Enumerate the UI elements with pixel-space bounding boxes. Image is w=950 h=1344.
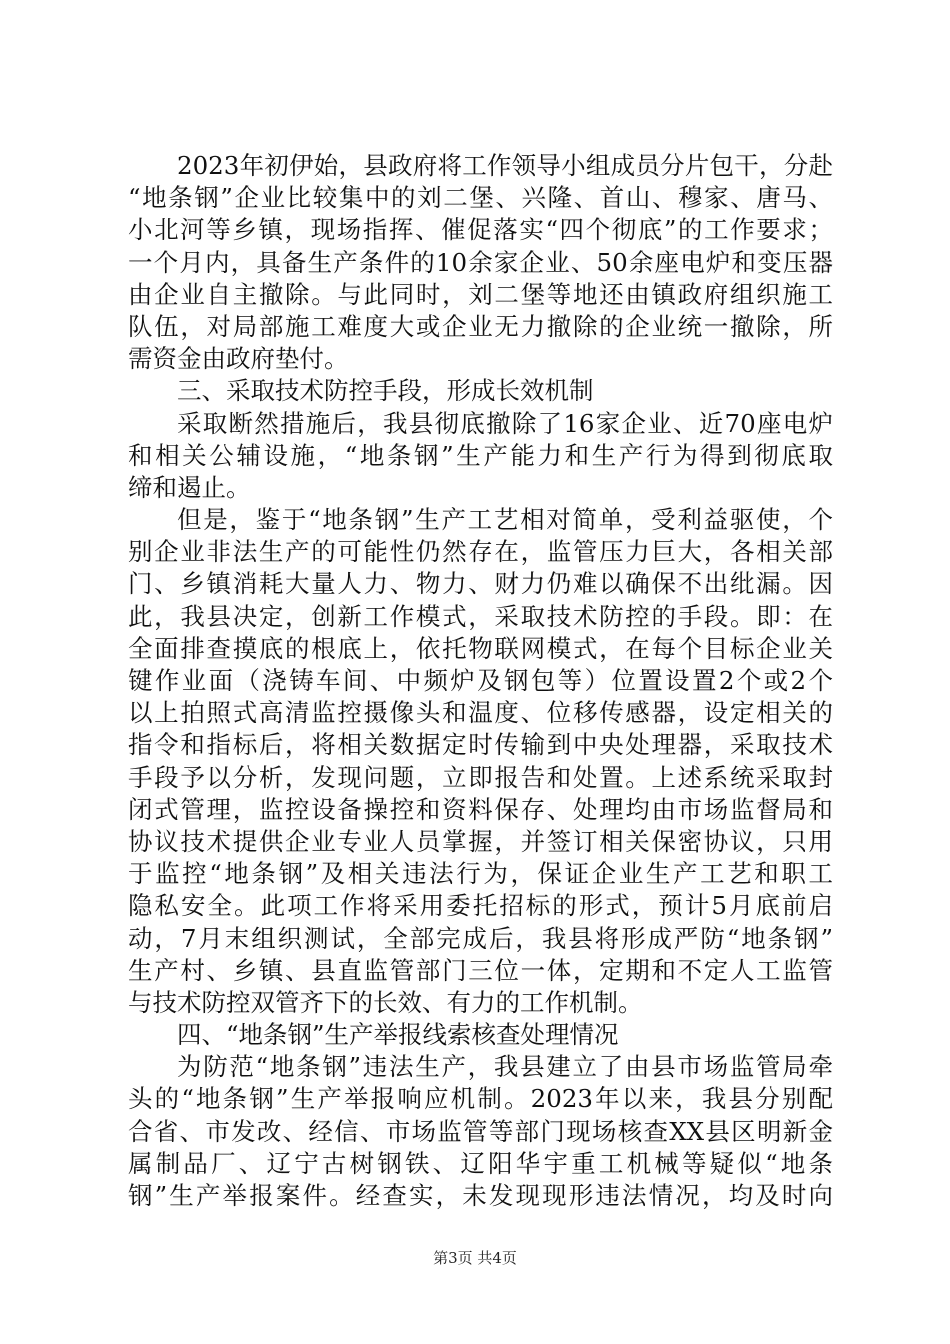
text-line: 为防范“地条钢”违法生产，我县建立了由县市场监管局牵 (177, 1052, 833, 1082)
text-line: 手段予以分析，发现问题，立即报告和处置。上述系统采取封 (128, 762, 833, 792)
text-line: 一个月内，具备生产条件的10余家企业、50余座电炉和变压器 (128, 247, 833, 277)
page-number: 第3页 共4页 (433, 1249, 517, 1267)
text-line: 头的“地条钢”生产举报响应机制。2023年以来，我县分别配 (128, 1084, 833, 1114)
text-line: 门、乡镇消耗大量人力、物力、财力仍难以确保不出纰漏。因 (128, 569, 833, 599)
text-line: 全面排查摸底的根底上，依托物联网模式，在每个目标企业关 (128, 633, 833, 663)
text-line: 动，7月末组织测试，全部完成后，我县将形成严防“地条钢” (128, 923, 833, 953)
text-line: 队伍，对局部施工难度大或企业无力撤除的企业统一撤除，所 (128, 311, 833, 341)
text-line: 2023年初伊始，县政府将工作领导小组成员分片包干，分赴 (177, 151, 833, 180)
text-line: 于监控“地条钢”及相关违法行为，保证企业生产工艺和职工 (128, 859, 833, 889)
page-footer (0, 1248, 950, 1268)
text-line: 和相关公辅设施，“地条钢”生产能力和生产行为得到彻底取 (128, 440, 833, 470)
text-line: 与技术防控双管齐下的长效、有力的工作机制。 (128, 987, 643, 1017)
text-line: 隐私安全。此项工作将采用委托招标的形式，预计5月底前启 (128, 891, 833, 921)
text-line: 采取断然措施后，我县彻底撤除了16家企业、近70座电炉 (177, 408, 833, 438)
text-line: 由企业自主撤除。与此同时，刘二堡等地还由镇政府组织施工 (128, 279, 833, 309)
text-line: 小北河等乡镇，现场指挥、催促落实“四个彻底”的工作要求； (128, 215, 833, 245)
text-line: 协议技术提供企业专业人员掌握，并签订相关保密协议，只用 (128, 826, 833, 856)
text-line: 闭式管理，监控设备操控和资料保存、处理均由市场监督局和 (128, 794, 833, 824)
text-line: 属制品厂、辽宁古树钢铁、辽阳华宇重工机械等疑似“地条 (128, 1148, 833, 1178)
text-line: 指令和指标后，将相关数据定时传输到中央处理器，采取技术 (128, 730, 833, 760)
text-line: 但是，鉴于“地条钢”生产工艺相对简单，受利益驱使，个 (177, 505, 833, 535)
document-body (128, 150, 833, 1212)
text-line: 此，我县决定，创新工作模式，采取技术防控的手段。即：在 (128, 601, 833, 631)
text-line: 以上拍照式高清监控摄像头和温度、位移传感器，设定相关的 (128, 698, 833, 728)
section-heading: 三、采取技术防控手段，形成长效机制 (177, 376, 594, 406)
text-line: 生产村、乡镇、县直监管部门三位一体，定期和不定人工监管 (128, 955, 833, 985)
text-line: 需资金由政府垫付。 (128, 344, 349, 374)
text-line: 钢”生产举报案件。经查实，未发现现形违法情况，均及时向 (128, 1181, 833, 1210)
text-line: 缔和遏止。 (128, 472, 251, 502)
text-line: 别企业非法生产的可能性仍然存在，监管压力巨大，各相关部 (128, 537, 833, 567)
text-line: “地条钢”企业比较集中的刘二堡、兴隆、首山、穆家、唐马、 (128, 183, 833, 213)
section-heading: 四、“地条钢”生产举报线索核查处理情况 (177, 1020, 619, 1050)
text-line: 合省、市发改、经信、市场监管等部门现场核查XX县区明新金 (128, 1116, 833, 1146)
text-line: 键作业面（浇铸车间、中频炉及钢包等）位置设置2个或2个 (128, 666, 833, 695)
